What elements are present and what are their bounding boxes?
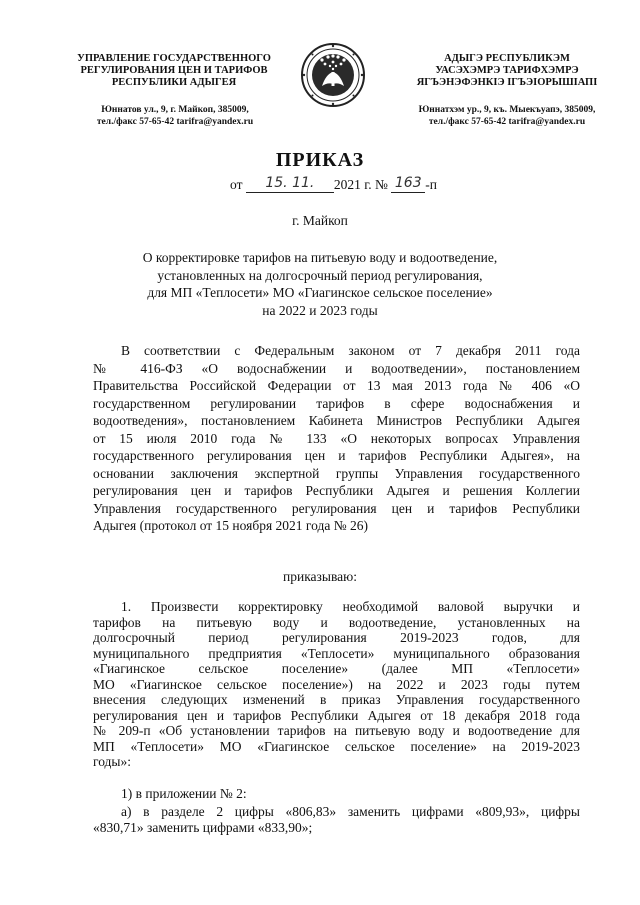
org-name-line: РЕСПУБЛИКИ АДЫГЕЯ: [111, 77, 237, 88]
coat-of-arms-icon: [300, 42, 366, 108]
paragraph-line: от 15 июля 2010 года № 133 «О некоторых вопросах Управления: [93, 430, 580, 446]
paragraph-line: В соответствии с Федеральным законом от 7 декабря 2011 года: [121, 343, 580, 358]
date-year: 2021 г. №: [333, 177, 388, 192]
paragraph-line: № 416-ФЗ «О водоснабжении и водоотведении», постановлением: [93, 360, 580, 376]
date-prefix: от: [230, 177, 243, 192]
paragraph-line: Правительства Российской Федерации от 13 мая 2013 года № 406 «О: [93, 378, 580, 393]
org-address-adyghe: [398, 104, 616, 128]
paragraph-line: государственном регулировании тарифов в сфере водоснабжения и: [93, 395, 580, 411]
org-name-line: ЯГЪЭНЭФЭНКIЭ IГЪЭIОРЫШIАПI: [416, 77, 598, 88]
paragraph-line: регулирования цен и тарифов Республики Адыгея от 18 декабря 2018 года: [93, 707, 580, 723]
date-field: [246, 175, 334, 193]
order-directive-word: приказываю:: [283, 569, 357, 584]
org-name-line: АДЫГЭ РЕСПУБЛИКЭМ: [444, 53, 570, 64]
address-line: тел./факс 57-65-42 tarifra@yandex.ru: [428, 117, 586, 127]
order-date-line: [230, 177, 490, 193]
address-line: Юннатов ул., 9, г. Майкоп, 385009,: [101, 105, 249, 115]
subject-line: для МП «Теплосети» МО «Гиагинское сельское поселение»: [147, 285, 493, 300]
subitem-1: 1) в приложении № 2:: [121, 786, 247, 801]
paragraph-line: годы»:: [93, 754, 132, 769]
org-name-russian: [60, 53, 288, 89]
paragraph-line: а) в разделе 2 цифры «806,83» заменить цифрами «809,93», цифры: [121, 804, 580, 819]
clause-1-paragraph: [93, 599, 580, 770]
paragraph-line: водоотведения», постановлением Кабинета Министров Республики Адыгея: [93, 413, 580, 428]
handwritten-order-number: 163: [394, 175, 422, 191]
document-title: ПРИКАЗ: [275, 149, 365, 171]
org-name-adyghe: [398, 53, 616, 89]
paragraph-line: 1. Произвести корректировку необходимой валовой выручки и: [121, 599, 580, 614]
paragraph-line: долгосрочный период регулирования 2019-2023 годов, для: [93, 630, 580, 645]
paragraph-line: «830,71» заменить цифрами «833,90»;: [93, 820, 313, 835]
paragraph-line: МП «Теплосети» МО «Гиагинское сельское поселение» на 2019-2023: [93, 738, 580, 754]
org-name-line: УАСЭХЭМРЭ ТАРИФХЭМРЭ: [435, 65, 579, 76]
order-number-field: [391, 175, 425, 193]
paragraph-line: внесения следующих изменений в приказ Управления государственного: [93, 692, 580, 707]
paragraph-line: тарифов на питьевую воду и водоотведение, установленных на: [93, 614, 580, 630]
paragraph-line: государственного регулирования цен и тарифов Республики Адыгея», на: [93, 448, 580, 463]
paragraph-line: основании заключения экспертной группы Управления государственного: [93, 465, 580, 481]
address-line: тел./факс 57-65-42 tarifra@yandex.ru: [96, 117, 254, 127]
org-name-line: РЕГУЛИРОВАНИЯ ЦЕН И ТАРИФОВ: [80, 65, 268, 76]
paragraph-line: регулирования цен и тарифов Республики Адыгея и решения Коллегии: [93, 483, 580, 498]
paragraph-line: муниципального предприятия «Теплосети» муниципального образования: [93, 645, 580, 661]
paragraph-line: Адыгея (протокол от 15 ноября 2021 года № 26): [93, 518, 368, 533]
org-name-line: УПРАВЛЕНИЕ ГОСУДАРСТВЕННОГО: [77, 53, 271, 64]
subject-line: О корректировке тарифов на питьевую воду и водоотведение,: [142, 250, 498, 265]
subitem-a: [93, 804, 580, 836]
paragraph-line: «Гиагинское сельское поселение» (далее МП «Теплосети»: [93, 661, 580, 676]
subject-line: на 2022 и 2023 годы: [262, 302, 378, 318]
paragraph-line: Управления государственного регулирования цен и тарифов Республики: [93, 500, 580, 516]
number-suffix: -п: [425, 177, 437, 192]
handwritten-date: 15. 11.: [265, 175, 315, 191]
paragraph-line: МО «Гиагинское сельское поселение») на 2022 и 2023 годы путем: [93, 676, 580, 692]
city-name: г. Майкоп: [292, 213, 348, 228]
paragraph-line: № 209-п «Об установлении тарифов на питьевую воду и водоотведение для: [93, 723, 580, 738]
subject-line: установленных на долгосрочный период регулирования,: [157, 267, 483, 283]
address-line: Юннатхэм ур., 9, къ. Мыекъуапэ, 385009,: [418, 105, 596, 115]
order-subject: [90, 249, 550, 319]
org-address-russian: [66, 104, 284, 128]
preamble-paragraph: [93, 342, 580, 535]
